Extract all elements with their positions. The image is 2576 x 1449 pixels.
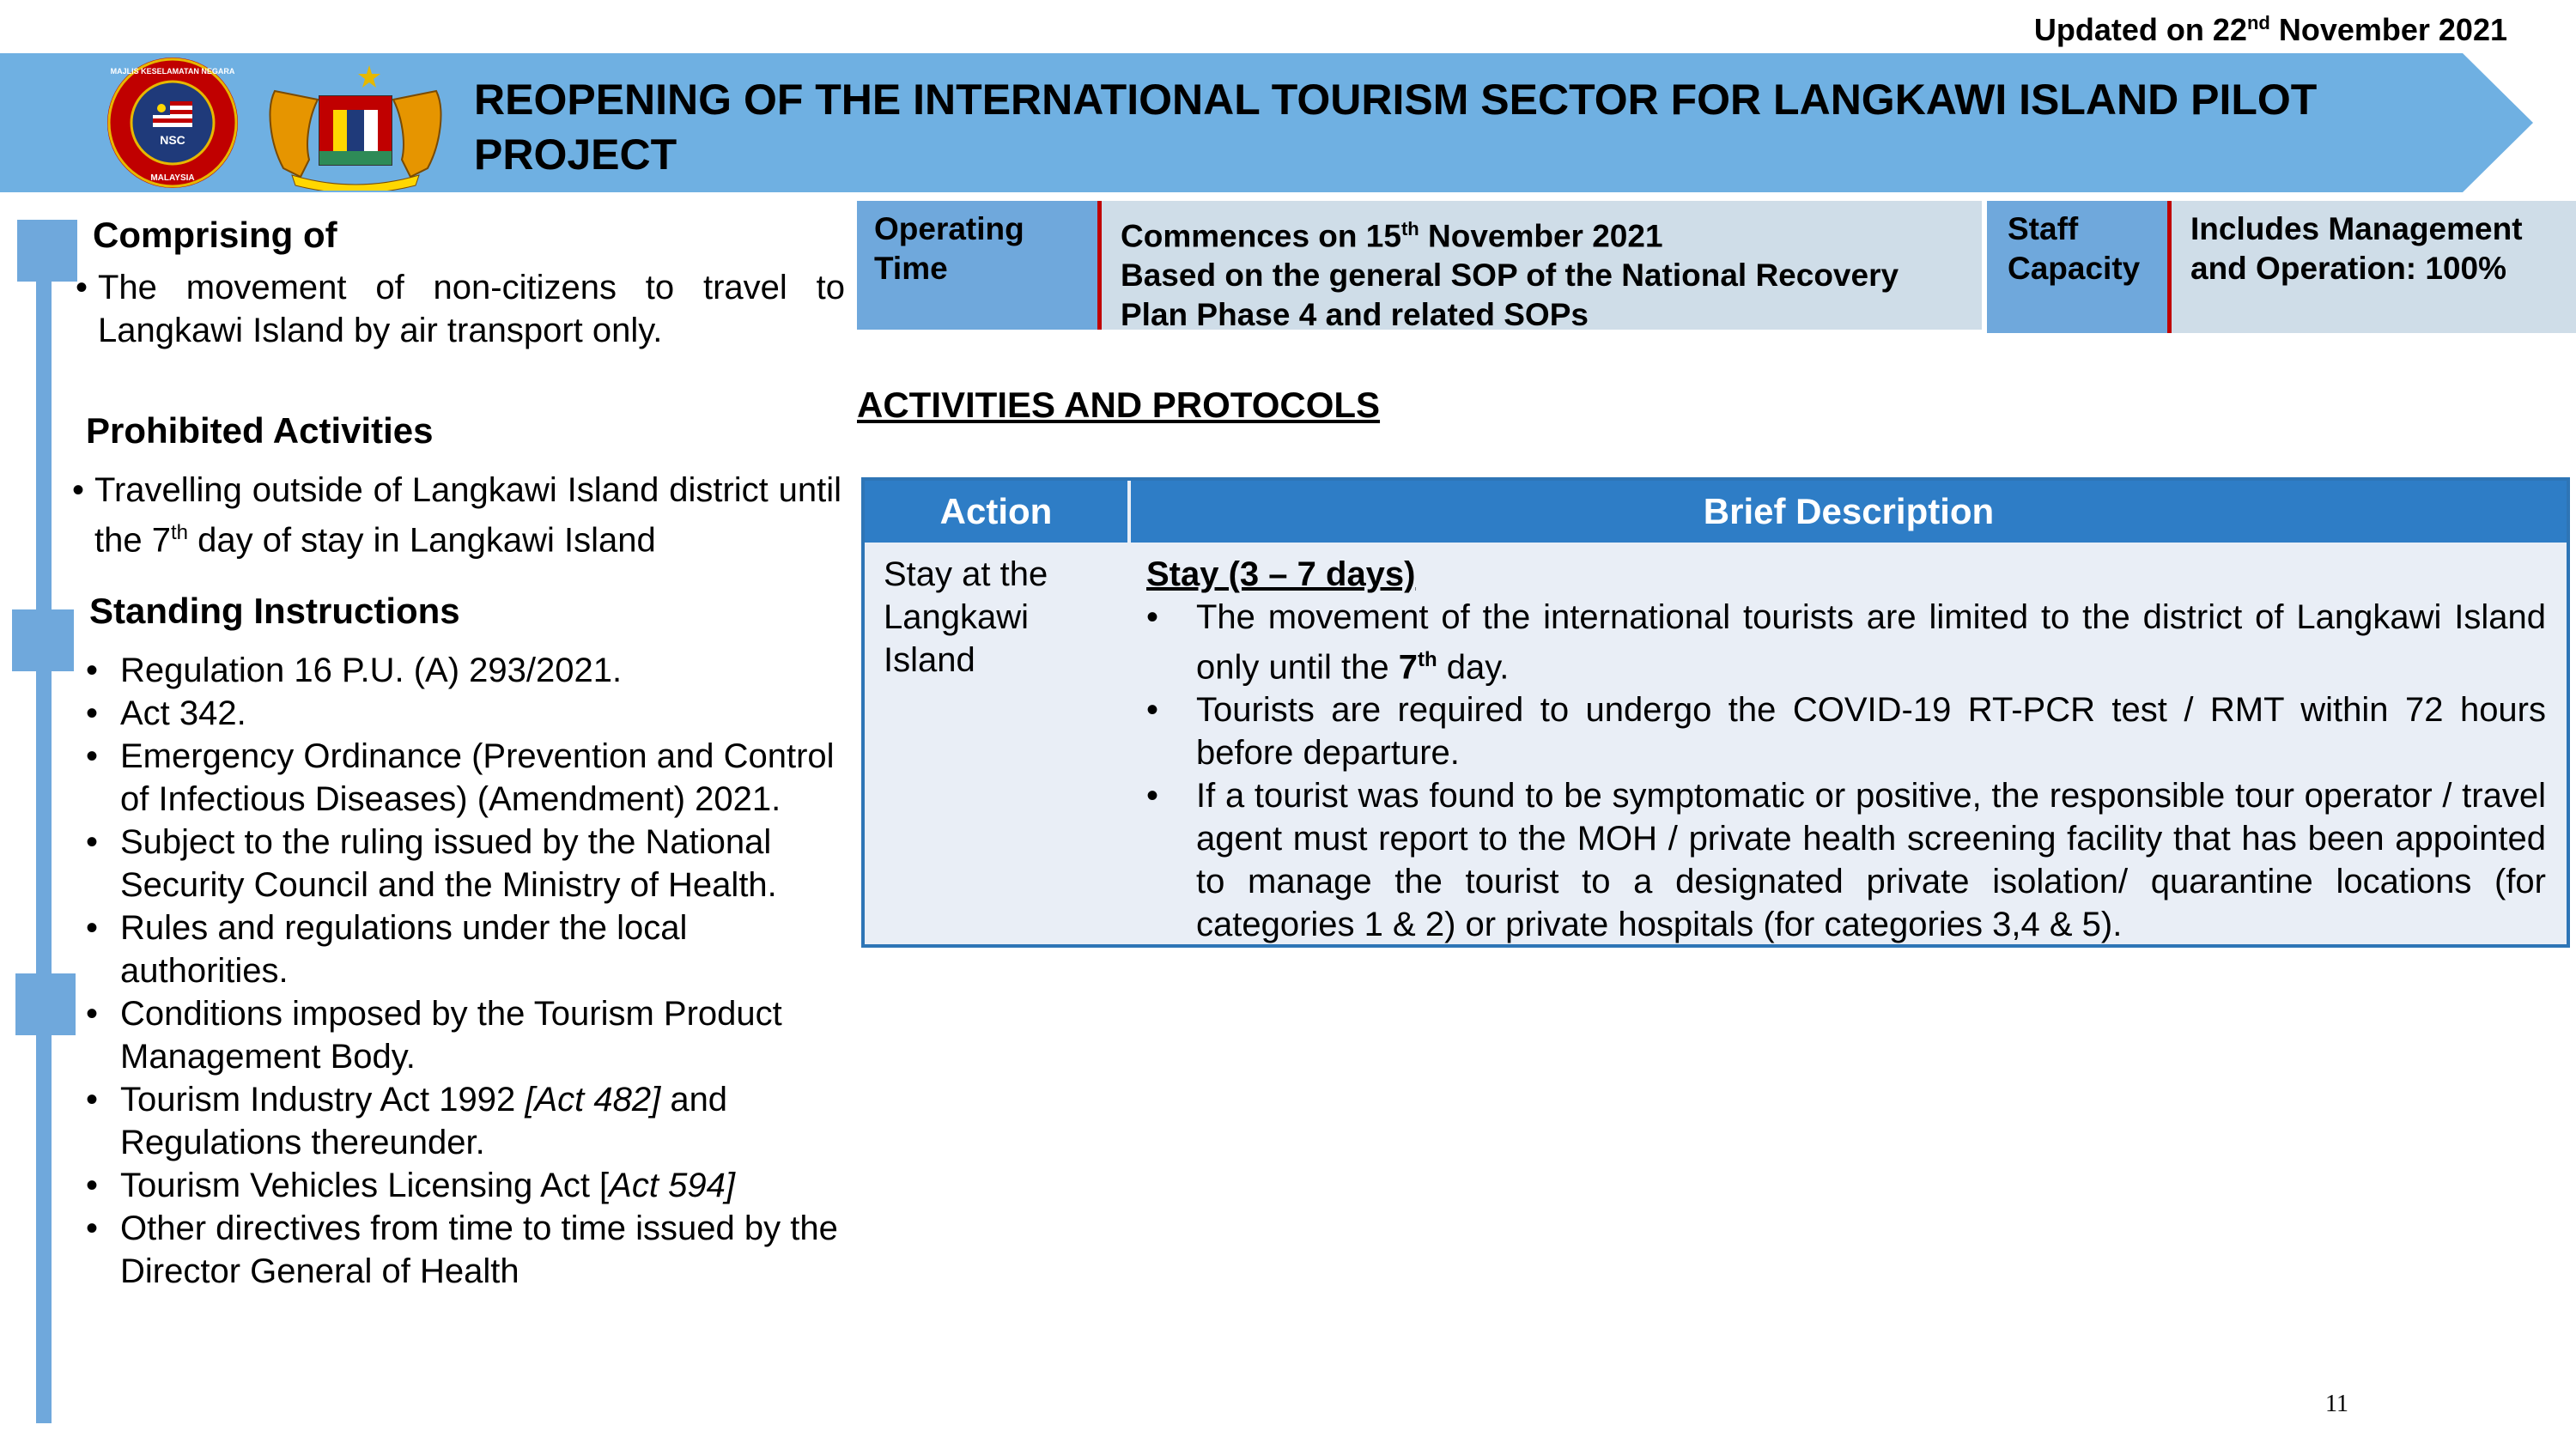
column-header-action: Action xyxy=(865,481,1127,543)
list-item: • Subject to the ruling issued by the National Security Council and the Ministry of Health. xyxy=(86,821,841,906)
list-item: • Other directives from time to time issued by the Director General of Health xyxy=(86,1207,841,1293)
timeline-marker xyxy=(15,973,76,1035)
activities-heading: ACTIVITIES AND PROTOCOLS xyxy=(857,385,1381,425)
staff-capacity-desc: Includes Management and Operation: 100% xyxy=(2167,201,2576,333)
list-item: • Rules and regulations under the local authorities. xyxy=(86,906,841,992)
nsc-bottom-text: MALAYSIA xyxy=(150,173,195,183)
timeline-bar xyxy=(36,221,52,1423)
list-item: • Regulation 16 P.U. (A) 293/2021. xyxy=(86,649,841,692)
prohibited-list xyxy=(72,469,841,561)
page-number: 11 xyxy=(2325,1391,2348,1417)
list-item: • Tourists are required to undergo the COVID-19 RT-PCR test / RMT within 72 hours before departure. xyxy=(1146,688,2546,774)
page-title: REOPENING OF THE INTERNATIONAL TOURISM SECTOR FOR LANGKAWI ISLAND PILOT PROJECT xyxy=(474,76,2318,179)
updated-date: Updated on 22nd November 2021 xyxy=(2033,12,2507,47)
timeline-marker xyxy=(17,220,77,282)
list-item: • Travelling outside of Langkawi Island district until the 7th day of stay in Langkawi Island xyxy=(72,469,841,561)
column-header-description: Brief Description xyxy=(1131,481,2567,543)
list-item: • If a tourist was found to be symptomatic or positive, the responsible tour operator / travel agent must report to the MOH / private health screening facility that has been appointed to manage the tourist to a designated private isolation/ quarantine locations (for categories 1 & 2) or private hospitals (for categories 3,4 & 5). xyxy=(1146,774,2546,946)
coat-of-arms-logo xyxy=(258,57,453,191)
nsc-center-text: NSC xyxy=(160,133,185,147)
comprising-title: Comprising of xyxy=(93,215,337,255)
nsc-logo xyxy=(105,55,240,191)
standing-list xyxy=(86,649,841,1293)
list-item: • Emergency Ordinance (Prevention and Control of Infectious Diseases) (Amendment) 2021. xyxy=(86,735,841,821)
list-item: • Tourism Vehicles Licensing Act [Act 594] xyxy=(86,1164,841,1207)
stay-title: Stay (3 – 7 days) xyxy=(1146,555,1416,593)
nsc-top-text: MAJLIS KESELAMATAN NEGARA xyxy=(110,67,235,76)
prohibited-title: Prohibited Activities xyxy=(86,410,434,451)
list-item: • The movement of non-citizens to travel to Langkawi Island by air transport only. xyxy=(76,266,845,352)
operating-time-desc: Commences on 15th November 2021 Based on the general SOP of the National Recovery Plan Phase 4 and related SOPs xyxy=(1097,201,1982,330)
list-item: • Act 342. xyxy=(86,692,841,735)
operating-time-label: Operating Time xyxy=(857,201,1097,330)
timeline-marker xyxy=(12,609,74,671)
standing-title: Standing Instructions xyxy=(89,591,460,631)
list-item: • Tourism Industry Act 1992 [Act 482] and Regulations thereunder. xyxy=(86,1078,841,1164)
table-cell-action: Stay at the Langkawi Island xyxy=(884,555,1048,679)
list-item: • The movement of the international tourists are limited to the district of Langkawi Island only until the 7th day. xyxy=(1146,596,2546,688)
comprising-list xyxy=(76,266,845,352)
activities-table xyxy=(861,477,2570,948)
table-cell-description xyxy=(1146,553,2546,946)
staff-capacity-label: Staff Capacity xyxy=(1987,201,2167,333)
list-item: • Conditions imposed by the Tourism Product Management Body. xyxy=(86,992,841,1078)
